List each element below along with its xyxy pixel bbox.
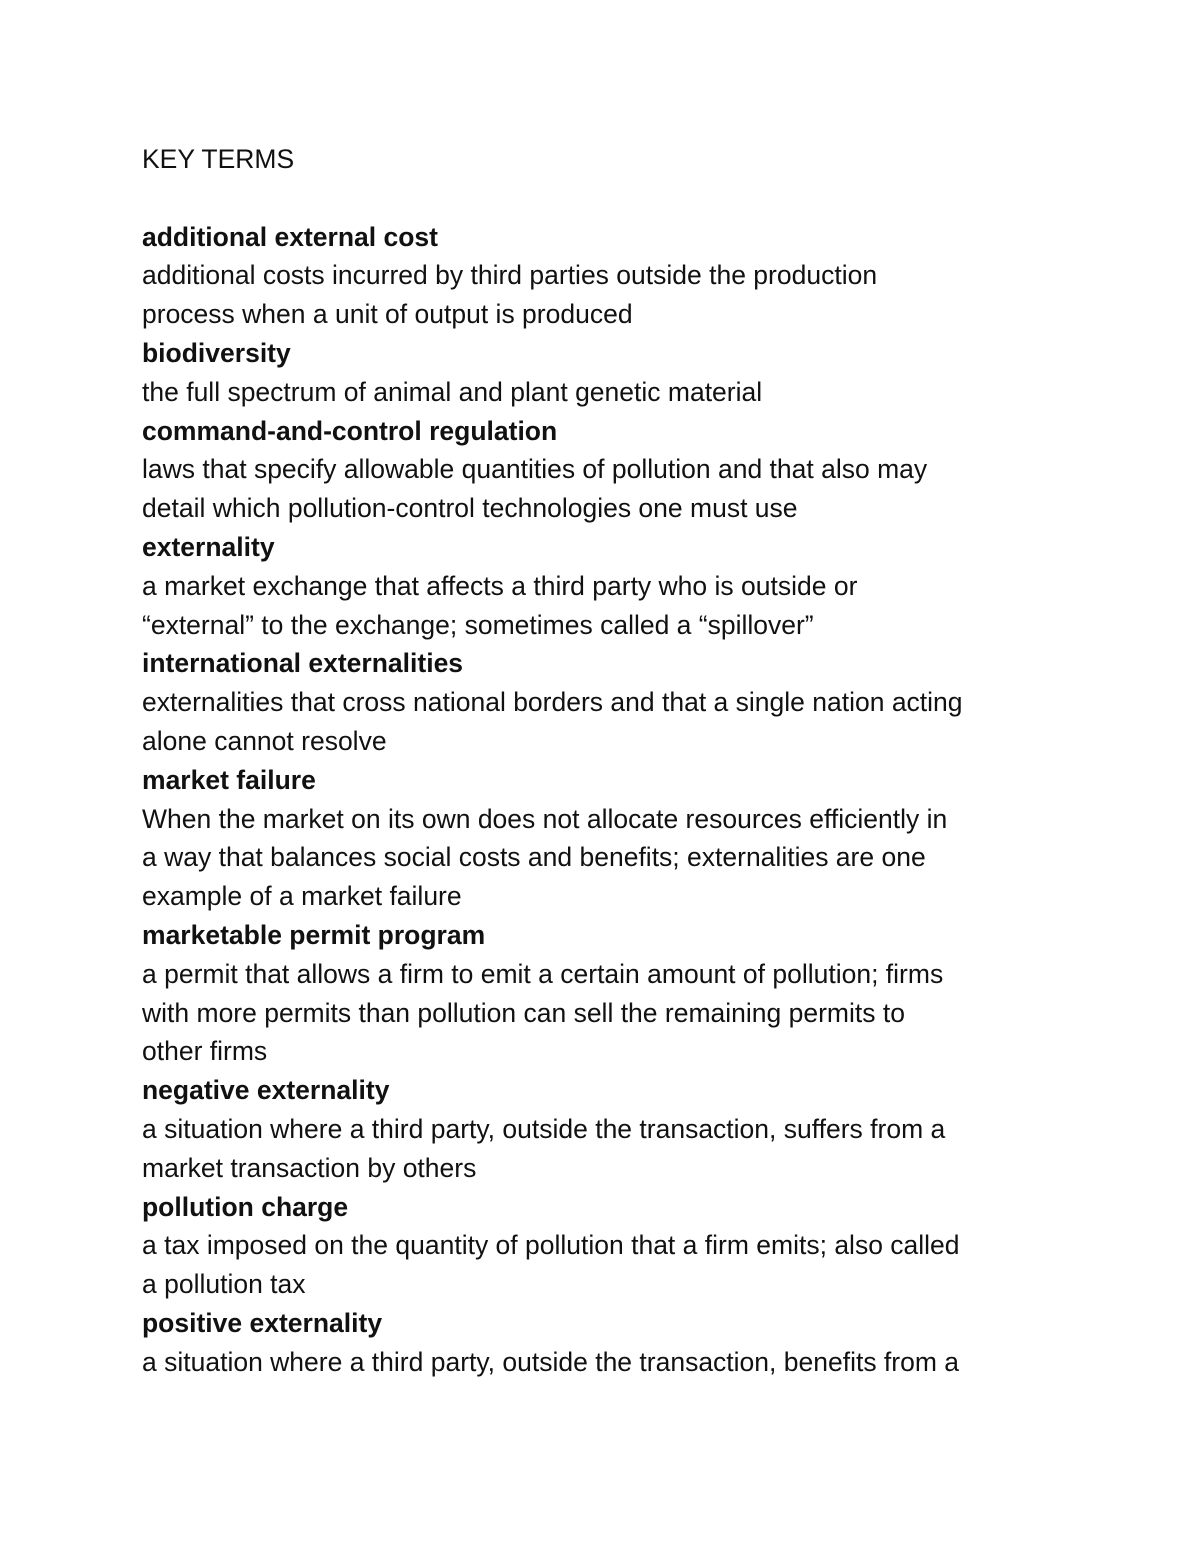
glossary-definition-line: a tax imposed on the quantity of pollution that a firm emits; also called	[142, 1230, 960, 1261]
glossary-definition-line: a market exchange that affects a third party who is outside or	[142, 570, 858, 601]
glossary-entry	[142, 1071, 1082, 1187]
glossary-term: negative externality	[142, 1075, 390, 1106]
glossary-definition-line: a pollution tax	[142, 1269, 306, 1300]
glossary-term: positive externality	[142, 1307, 383, 1338]
key-terms-content	[142, 140, 1082, 1382]
glossary-entry	[142, 412, 1082, 528]
glossary-term: market failure	[142, 764, 316, 795]
glossary-term: additional external cost	[142, 221, 438, 252]
glossary-definition-line: additional costs incurred by third parties outside the production	[142, 260, 878, 291]
glossary-list	[142, 218, 1082, 1382]
glossary-entry	[142, 1188, 1082, 1304]
glossary-definition-line: example of a market failure	[142, 881, 462, 912]
glossary-definition-line: a situation where a third party, outside the transaction, suffers from a	[142, 1113, 946, 1144]
glossary-entry	[142, 644, 1082, 760]
glossary-term: biodiversity	[142, 337, 291, 368]
glossary-term: marketable permit program	[142, 919, 486, 950]
glossary-definition-line: laws that specify allowable quantities of pollution and that also may	[142, 454, 928, 485]
glossary-entry	[142, 528, 1082, 644]
glossary-definition-line: alone cannot resolve	[142, 725, 387, 756]
glossary-definition-line: process when a unit of output is produced	[142, 299, 633, 330]
glossary-definition-line: with more permits than pollution can sell the remaining permits to	[142, 997, 905, 1028]
glossary-entry	[142, 916, 1082, 1071]
glossary-definition-line: When the market on its own does not allocate resources efficiently in	[142, 803, 948, 834]
glossary-entry	[142, 334, 1082, 412]
glossary-definition-line: a situation where a third party, outside the transaction, benefits from a	[142, 1346, 960, 1377]
glossary-entry	[142, 1304, 1082, 1382]
glossary-definition-line: the full spectrum of animal and plant genetic material	[142, 376, 763, 407]
glossary-entry	[142, 761, 1082, 916]
glossary-term: pollution charge	[142, 1191, 349, 1222]
glossary-definition-line: “external” to the exchange; sometimes called a “spillover”	[142, 609, 814, 640]
glossary-entry	[142, 218, 1082, 334]
glossary-term: externality	[142, 531, 275, 562]
glossary-definition-line: detail which pollution-control technologies one must use	[142, 493, 798, 524]
glossary-term: command-and-control regulation	[142, 415, 558, 446]
glossary-term: international externalities	[142, 648, 464, 679]
glossary-definition-line: externalities that cross national borders and that a single nation acting	[142, 687, 963, 718]
glossary-definition-line: other firms	[142, 1036, 268, 1067]
glossary-definition-line: a permit that allows a firm to emit a certain amount of pollution; firms	[142, 958, 944, 989]
key-terms-heading: KEY TERMS	[142, 144, 295, 174]
glossary-definition-line: market transaction by others	[142, 1152, 477, 1183]
glossary-definition-line: a way that balances social costs and benefits; externalities are one	[142, 842, 926, 873]
